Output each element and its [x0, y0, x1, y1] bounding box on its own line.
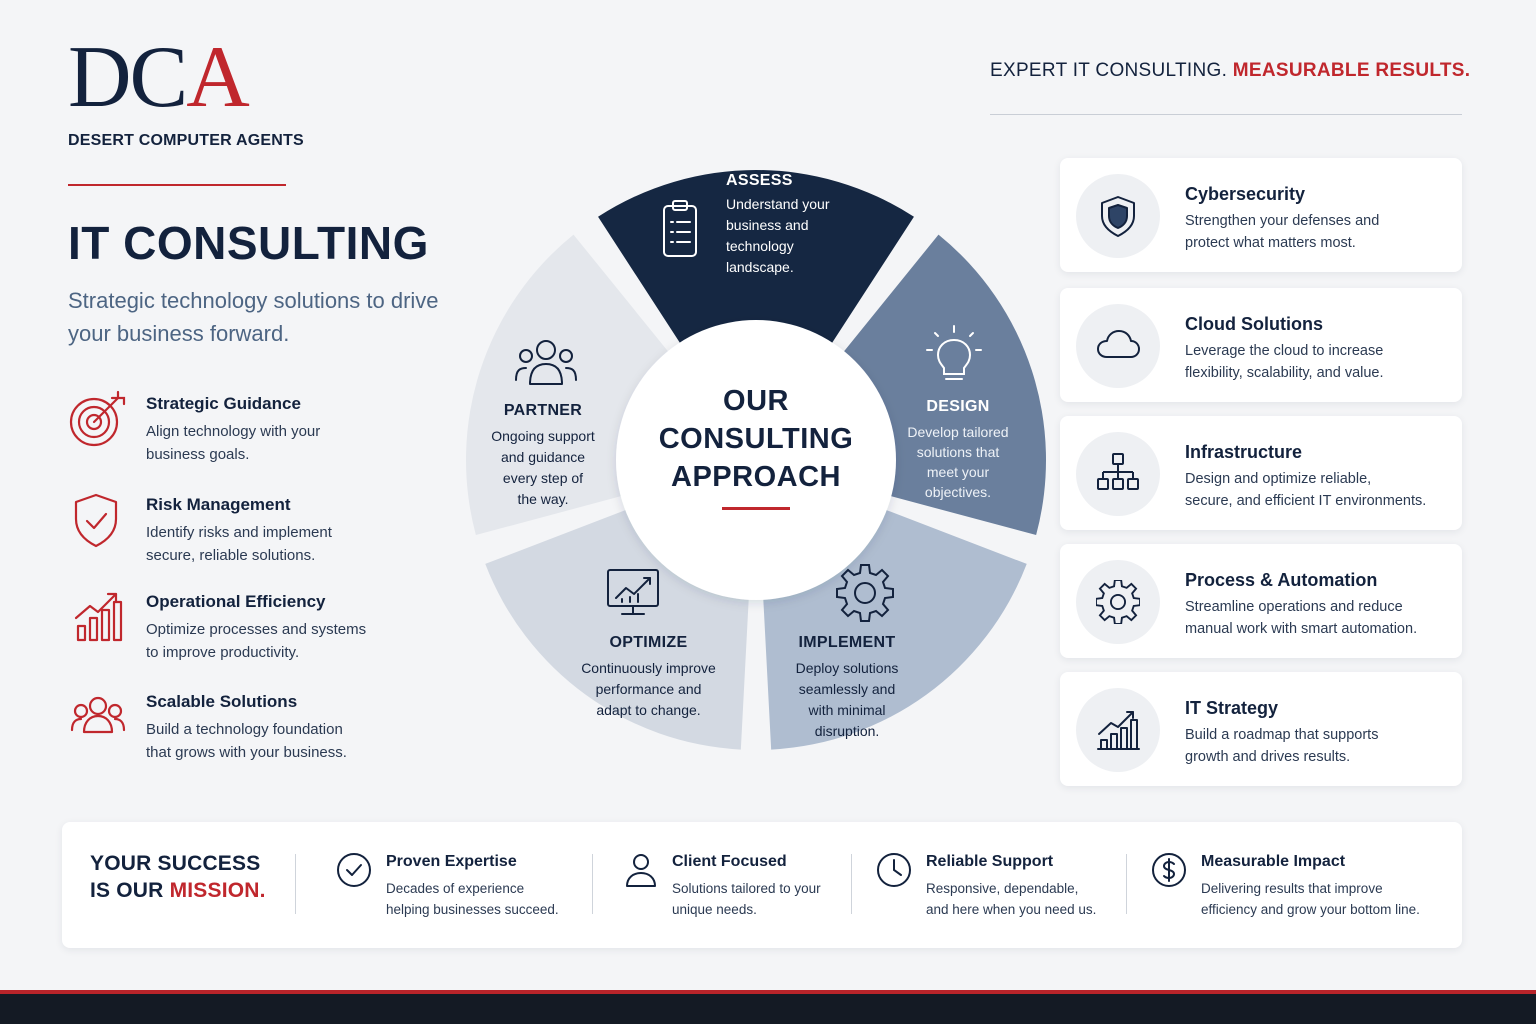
feature-description — [146, 618, 406, 664]
shield-check-icon — [68, 491, 128, 551]
segment-description — [566, 658, 731, 721]
segment-desc-line: Develop tailored — [907, 424, 1009, 440]
service-desc-line: Build a roadmap that supports — [1185, 727, 1379, 743]
success-item-description — [386, 878, 559, 920]
network-icon — [1096, 452, 1140, 496]
center-title-line: APPROACH — [671, 461, 841, 493]
feature-title: Risk Management — [146, 495, 291, 514]
feature-title: Scalable Solutions — [146, 692, 298, 711]
band-divider — [592, 854, 593, 914]
success-desc-line: helping businesses succeed. — [386, 902, 559, 917]
segment-assess — [726, 172, 876, 278]
segment-title: OPTIMIZE — [609, 634, 688, 651]
success-heading-line: IS OUR — [90, 879, 170, 902]
band-divider — [1126, 854, 1127, 914]
feature-desc-line: to improve productivity. — [146, 644, 300, 661]
service-card-process-automation[interactable] — [1060, 544, 1462, 658]
center-accent-rule — [722, 507, 790, 510]
success-item-title: Reliable Support — [926, 853, 1054, 870]
people-icon — [68, 688, 128, 748]
feature-strategic-guidance — [68, 390, 448, 470]
success-heading-line: YOUR SUCCESS — [90, 852, 261, 875]
service-desc-line: growth and drives results. — [1185, 749, 1351, 765]
segment-desc-line: solutions that — [916, 444, 1000, 460]
feature-desc-line: business goals. — [146, 446, 250, 463]
shield-icon — [1096, 194, 1140, 238]
service-card-infrastructure[interactable] — [1060, 416, 1462, 530]
feature-operational-efficiency — [68, 588, 448, 668]
segment-desc-line: every step of — [502, 470, 584, 486]
segment-optimize — [566, 634, 731, 721]
segment-desc-line: the way. — [517, 491, 569, 507]
feature-risk-management — [68, 491, 448, 571]
segment-title: DESIGN — [926, 398, 990, 415]
success-heading-accent: MISSION. — [169, 879, 266, 902]
service-icon-badge — [1076, 432, 1160, 516]
service-desc-line: flexibility, scalability, and value. — [1185, 365, 1384, 381]
service-description — [1185, 468, 1455, 512]
center-title — [656, 382, 856, 496]
success-item-description — [926, 878, 1096, 920]
success-desc-line: Solutions tailored to your — [672, 881, 821, 896]
success-item-title: Measurable Impact — [1201, 853, 1346, 870]
segment-desc-line: adapt to change. — [596, 702, 701, 718]
success-desc-line: Delivering results that improve — [1201, 881, 1383, 896]
segment-title: ASSESS — [726, 172, 793, 189]
logo-mark — [68, 29, 304, 126]
cloud-icon — [1096, 324, 1140, 368]
feature-desc-line: Identify risks and implement — [146, 524, 332, 541]
segment-desc-line: Ongoing support — [491, 428, 595, 444]
tagline-main: EXPERT IT CONSULTING. — [990, 60, 1233, 81]
segment-desc-line: Understand your — [726, 196, 830, 212]
service-title: Infrastructure — [1185, 442, 1303, 462]
service-desc-line: protect what matters most. — [1185, 235, 1356, 251]
success-heading — [90, 850, 266, 904]
segment-desc-line: Continuously improve — [581, 660, 716, 676]
service-description — [1185, 596, 1455, 640]
segment-partner — [478, 402, 608, 510]
service-card-cloud[interactable] — [1060, 288, 1462, 402]
success-desc-line: efficiency and grow your bottom line. — [1201, 902, 1420, 917]
company-name: DESERT COMPUTER AGENTS — [68, 132, 304, 149]
service-icon-badge — [1076, 688, 1160, 772]
segment-description — [772, 658, 922, 742]
tagline — [990, 60, 1470, 82]
service-desc-line: manual work with smart automation. — [1185, 621, 1418, 637]
success-item-description — [672, 878, 821, 920]
service-title: Process & Automation — [1185, 570, 1378, 590]
feature-desc-line: secure, reliable solutions. — [146, 547, 316, 564]
service-icon-badge — [1076, 560, 1160, 644]
success-item-description — [1201, 878, 1420, 920]
feature-desc-line: Build a technology foundation — [146, 721, 343, 738]
segment-implement — [772, 634, 922, 742]
service-description — [1185, 724, 1455, 768]
feature-title: Strategic Guidance — [146, 394, 301, 413]
segment-desc-line: and guidance — [500, 449, 586, 465]
service-title: Cloud Solutions — [1185, 314, 1323, 334]
target-icon — [68, 390, 128, 450]
feature-desc-line: that grows with your business. — [146, 744, 347, 761]
service-desc-line: Streamline operations and reduce — [1185, 599, 1403, 615]
segment-description — [888, 422, 1028, 502]
segment-desc-line: objectives. — [924, 484, 992, 500]
service-title: Cybersecurity — [1185, 184, 1306, 204]
segment-design — [888, 398, 1028, 502]
footer-bar — [0, 994, 1536, 1024]
tagline-accent: MEASURABLE RESULTS. — [1232, 60, 1471, 81]
feature-desc-line: Align technology with your — [146, 423, 321, 440]
feature-title: Operational Efficiency — [146, 592, 326, 611]
segment-desc-line: disruption. — [814, 723, 880, 739]
logo — [68, 29, 304, 150]
segment-desc-line: with minimal — [808, 702, 886, 718]
segment-description — [478, 426, 608, 510]
feature-desc-line: Optimize processes and systems — [146, 621, 367, 638]
segment-desc-line: technology — [726, 238, 794, 254]
gear-icon — [1096, 580, 1140, 624]
band-divider — [295, 854, 296, 914]
center-title-line: OUR — [723, 385, 789, 417]
feature-scalable-solutions — [68, 688, 448, 768]
success-desc-line: and here when you need us. — [926, 902, 1097, 917]
segment-desc-line: landscape. — [726, 259, 794, 275]
wheel-center-label — [656, 382, 856, 496]
service-card-it-strategy[interactable] — [1060, 672, 1462, 786]
consulting-approach-wheel — [466, 160, 1046, 760]
service-description — [1185, 340, 1455, 384]
segment-desc-line: performance and — [595, 681, 702, 697]
tagline-divider — [990, 114, 1462, 115]
clock-icon — [876, 852, 912, 888]
feature-description — [146, 718, 406, 764]
segment-desc-line: business and — [726, 217, 809, 233]
success-desc-line: unique needs. — [672, 902, 757, 917]
segment-desc-line: meet your — [926, 464, 990, 480]
service-icon-badge — [1076, 304, 1160, 388]
segment-desc-line: Deploy solutions — [795, 660, 899, 676]
service-desc-line: Leverage the cloud to increase — [1185, 343, 1384, 359]
segment-title: IMPLEMENT — [798, 634, 896, 651]
success-desc-line: Decades of experience — [386, 881, 525, 896]
service-title: IT Strategy — [1185, 698, 1279, 718]
user-icon — [624, 852, 660, 888]
feature-description — [146, 521, 406, 567]
service-icon-badge — [1076, 174, 1160, 258]
service-desc-line: Design and optimize reliable, — [1185, 471, 1372, 487]
logo-accent: A — [186, 29, 248, 126]
center-title-line: CONSULTING — [658, 423, 854, 455]
growth-chart-icon — [1096, 708, 1140, 752]
success-desc-line: Responsive, dependable, — [926, 881, 1079, 896]
segment-title: PARTNER — [503, 402, 583, 419]
logo-divider — [68, 184, 286, 186]
success-item-title: Client Focused — [672, 853, 787, 870]
dollar-icon — [1151, 852, 1187, 888]
check-circle-icon — [336, 852, 372, 888]
service-description — [1185, 210, 1455, 254]
service-desc-line: secure, and efficient IT environments. — [1185, 493, 1427, 509]
feature-description — [146, 420, 406, 466]
segment-desc-line: seamlessly and — [798, 681, 896, 697]
page-subtitle: Strategic technology solutions to drive your business forward. — [68, 288, 439, 346]
page-title: IT CONSULTING — [68, 217, 429, 269]
logo-main: DC — [68, 29, 187, 126]
segment-description — [726, 194, 876, 278]
bar-chart-icon — [68, 588, 128, 648]
service-desc-line: Strengthen your defenses and — [1185, 213, 1380, 229]
success-item-title: Proven Expertise — [386, 853, 517, 870]
band-divider — [851, 854, 852, 914]
success-band — [62, 822, 1462, 948]
service-card-cybersecurity[interactable] — [1060, 158, 1462, 272]
